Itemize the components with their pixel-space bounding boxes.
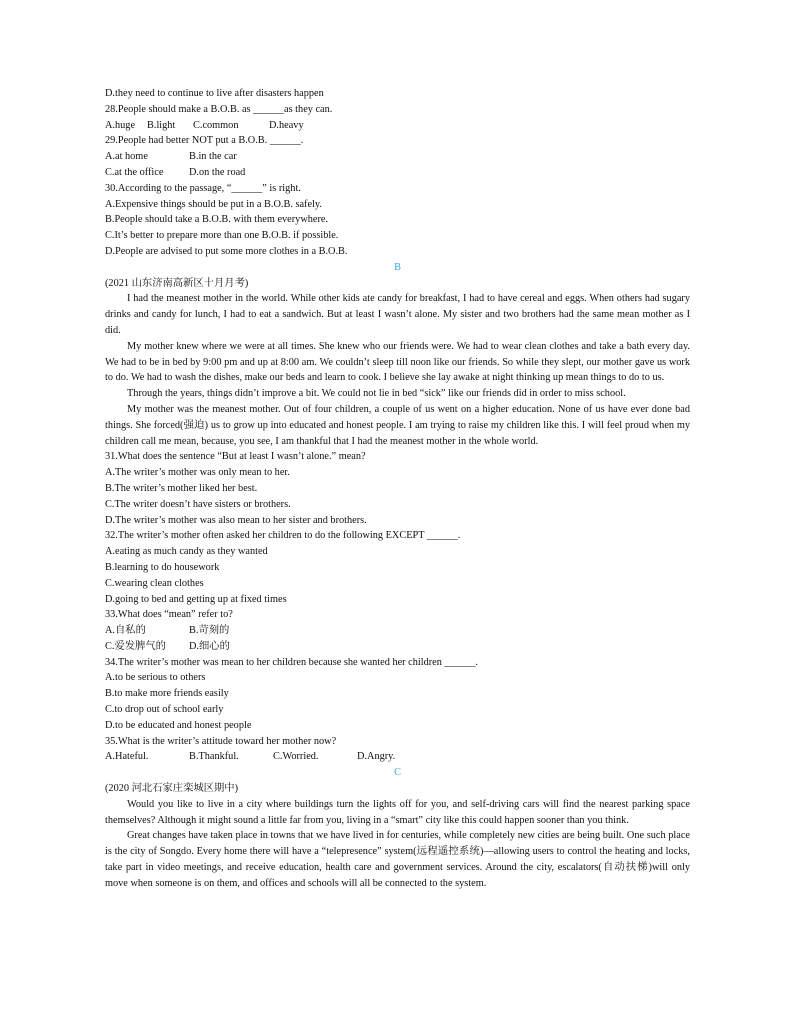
section-heading-b: B: [394, 261, 401, 273]
option: A.to be serious to others: [105, 672, 206, 684]
options-35: [105, 749, 690, 765]
question-34: 34.The writer’s mother was mean to her children because she wanted her children ______.: [105, 656, 478, 668]
option: B.learning to do housework: [105, 561, 220, 573]
option: A.huge: [105, 119, 136, 131]
option: C.It’s better to prepare more than one B.O.B. if possible.: [105, 230, 339, 242]
option: B.People should take a B.O.B. with them everywhere.: [105, 214, 329, 226]
question-31: 31.What does the sentence “But at least I wasn’t alone.” mean?: [105, 451, 366, 463]
option: C.Worried.: [273, 751, 319, 763]
option: C.at the office: [105, 166, 164, 178]
option: D.The writer’s mother was also mean to her sister and brothers.: [105, 514, 367, 526]
option: A.Hateful.: [105, 751, 149, 763]
option: A.at home: [105, 151, 148, 163]
question-30: 30.According to the passage, “______” is right.: [105, 182, 301, 194]
option: B.The writer’s mother liked her best.: [105, 482, 258, 494]
option: B.Thankful.: [189, 751, 239, 763]
option: B.light: [147, 119, 176, 131]
option: A.自私的: [105, 625, 146, 637]
option: B.to make more friends easily: [105, 688, 229, 700]
option: C.爱发脾气的: [105, 640, 166, 652]
question-33: 33.What does “mean” refer to?: [105, 609, 233, 621]
option: D.细心的: [189, 640, 230, 652]
question-32: 32.The writer’s mother often asked her children to do the following EXCEPT ______.: [105, 530, 461, 542]
question-28: 28.People should make a B.O.B. as ______as they can.: [105, 103, 333, 115]
options-29-row1: [105, 149, 690, 165]
option: A.Expensive things should be put in a B.O.B. safely.: [105, 198, 322, 210]
paragraph: My mother knew where we were at all times. She knew who our friends were. We had to wear clean clothes and take a bath every day. We had to be in bed by 9:00 pm and up at 8:00 am. We couldn’t sleep till noon like our friends. So while they slept, our mother gave us work to do. We had to wash the dishes, make our beds and learn to cook. I believe she lay awake at night thinking up mean things to do to us.: [105, 340, 690, 384]
option-line: D.they need to continue to live after disasters happen: [105, 88, 324, 99]
option: D.Angry.: [357, 751, 396, 763]
option: A.eating as much candy as they wanted: [105, 546, 268, 558]
source-note: (2021 山东济南高新区十月月考): [105, 277, 249, 289]
source-note: (2020 河北石家庄栾城区期中): [105, 783, 238, 795]
option: D.going to bed and getting up at fixed times: [105, 593, 287, 605]
options-33-row1: [105, 623, 690, 639]
option: C.wearing clean clothes: [105, 577, 204, 589]
option: C.common: [193, 119, 239, 131]
paragraph: Would you like to live in a city where buildings turn the lights off for you, and self-driving cars will find the nearest parking space themselves? Although it might sound a little far from you, living in a “smart” city like this could happen sooner than you think.: [105, 798, 690, 826]
option: D.heavy: [269, 119, 304, 131]
paragraph: I had the meanest mother in the world. While other kids ate candy for breakfast, I had to have cereal and eggs. When others had sugary drinks and candy for lunch, I had to eat a sandwich. But at least I wasn’t alone. My sister and two brothers had the same mean mother as I did.: [105, 293, 690, 336]
option: D.to be educated and honest people: [105, 719, 252, 731]
option: D.People are advised to put some more clothes in a B.O.B.: [105, 245, 348, 257]
paragraph: Great changes have taken place in towns that we have lived in for centuries, while completely new cities are being built. One such place is the city of Songdo. Every home there will have a “telepresence” system(远程遥控系统)—allowing users to control the heating and locks, take part in video meetings, and receive education, health care and government services. Around the city, escalators(自动扶梯)will only move when someone is on them, and offices and schools will all be connected to the system.: [105, 830, 690, 889]
question-35: 35.What is the writer’s attitude toward her mother now?: [105, 735, 337, 747]
option: D.on the road: [189, 166, 246, 178]
options-33-row2: [105, 639, 690, 655]
option: C.The writer doesn’t have sisters or brothers.: [105, 498, 291, 510]
document-page: [105, 86, 690, 892]
option: C.to drop out of school early: [105, 704, 224, 716]
section-heading-c: C: [394, 767, 401, 779]
option: B.in the car: [189, 151, 237, 163]
question-29: 29.People had better NOT put a B.O.B. ______.: [105, 135, 304, 147]
options-28: [105, 118, 690, 134]
paragraph: My mother was the meanest mother. Out of four children, a couple of us went on a higher education. None of us have ever done bad things. She forced(强迫) us to grow up into educated and honest people. I am trying to raise my children like this. I will feel proud when my children call me mean, because, you see, I am thankful that I had the meanest mother in the whole world.: [105, 403, 690, 447]
paragraph: Through the years, things didn’t improve a bit. We could not lie in bed “sick” like our friends did in order to miss school.: [127, 388, 626, 400]
option: B.苛刻的: [189, 625, 230, 637]
options-29-row2: [105, 165, 690, 181]
option: A.The writer’s mother was only mean to her.: [105, 467, 290, 479]
